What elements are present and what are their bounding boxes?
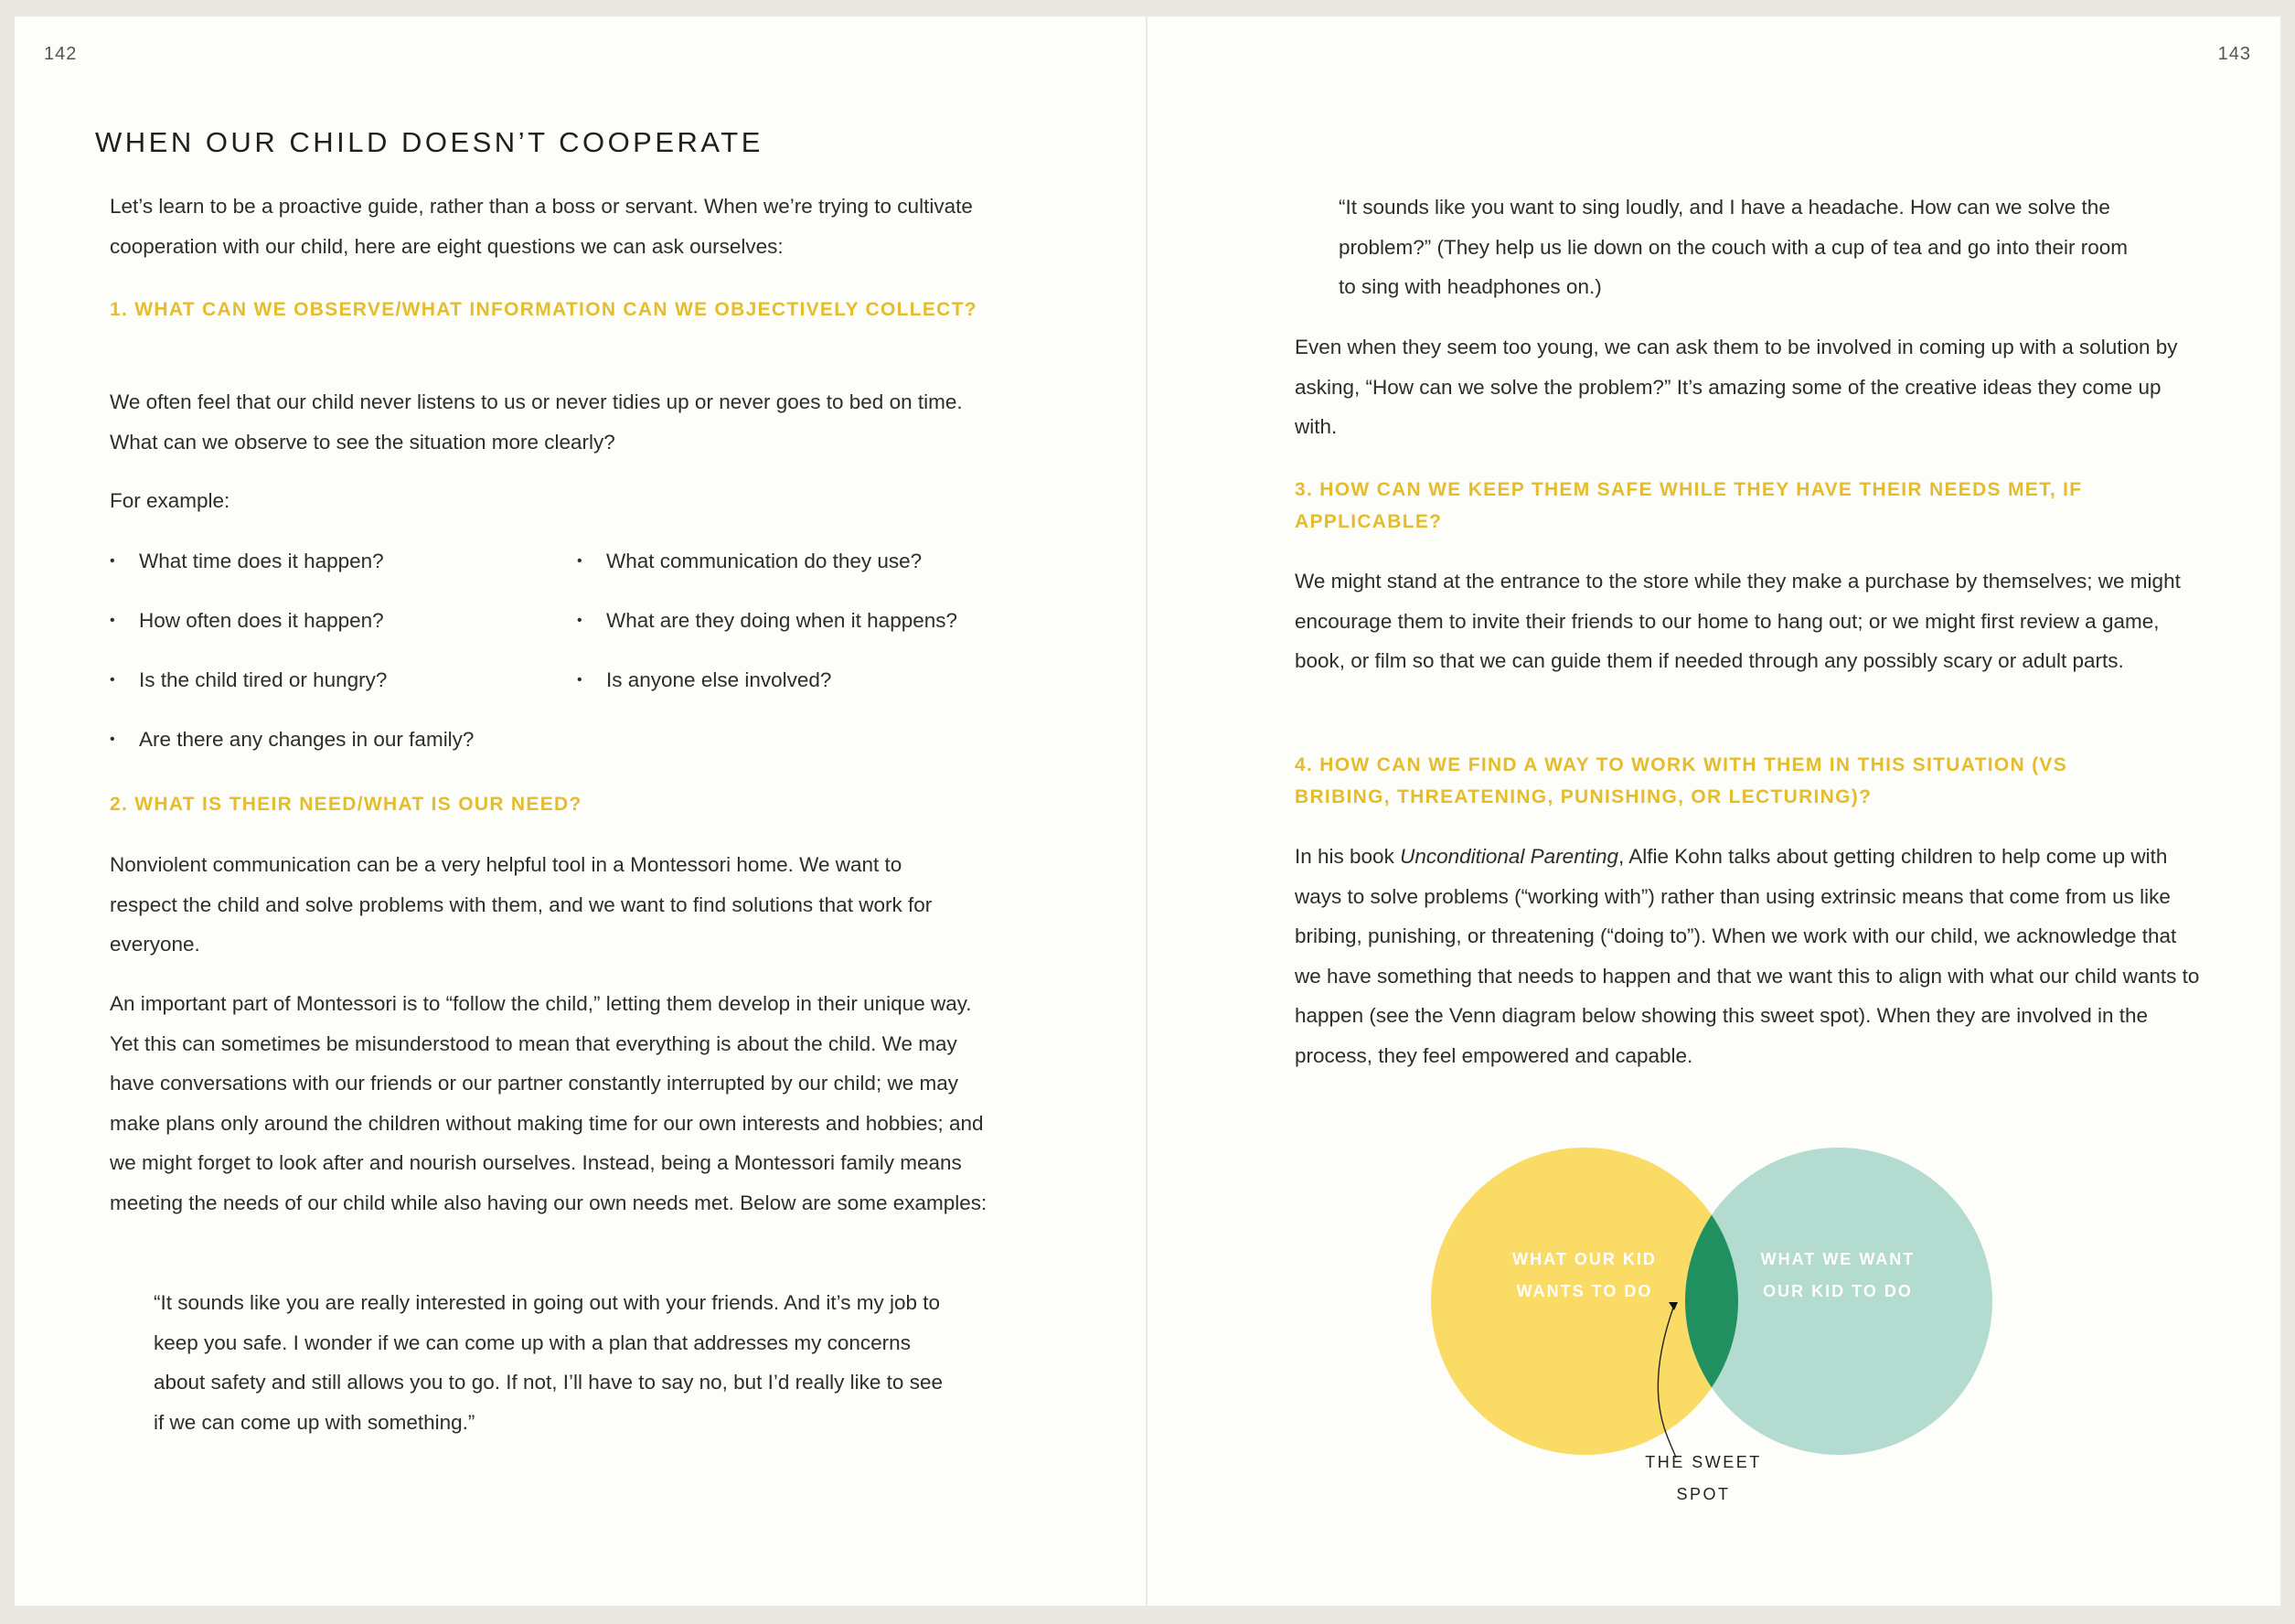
page-number: 142 (44, 44, 78, 64)
bullet-icon: • (110, 672, 115, 688)
page-number: 143 (2217, 44, 2251, 64)
heading-work-with: 4. HOW CAN WE FIND A WAY TO WORK WITH THEM IN THIS SITUATION (VS BRIBING, THREATENING, PUNISHING, OR LECTURING)? (1295, 754, 2068, 807)
quote-headache: “It sounds like you want to sing loudly, and I have a headache. How can we solve the problem?” (They help us lie down on the couch with a cup of tea and go into their room to sing with headphones on.) (1339, 196, 2128, 299)
venn-label-parent: WHAT WE WANT OUR KID TO DO (1760, 1250, 1916, 1300)
list-item: • Is anyone else involved? (606, 667, 831, 694)
heading-need: 2. WHAT IS THEIR NEED/WHAT IS OUR NEED? (110, 794, 582, 815)
bullet-icon: • (577, 672, 582, 688)
nvc-paragraph: Nonviolent communication can be a very helpful tool in a Montessori home. We want to respect the child and solve problems with them, and we want to find solutions that work for everyone. (110, 853, 933, 956)
book-title: Unconditional Parenting (1400, 845, 1618, 868)
follow-child-paragraph: An important part of Montessori is to “follow the child,” letting them develop in their unique way. Yet this can sometimes be misunderstood to mean that everything is about the child. We may have conversations with our friends or our partner constantly interrupted by our child; we may make plans only around the children without making time for our own interests and hobbies; and we might forget to look after and nourish ourselves. Instead, being a Montessori family means meeting the needs of our child while also having our own needs met. Below are some examples: (110, 992, 987, 1214)
list-item: • Are there any changes in our family? (139, 726, 474, 753)
page-title: WHEN OUR CHILD DOESN’T COOPERATE (95, 126, 763, 158)
heading-safe: 3. HOW CAN WE KEEP THEM SAFE WHILE THEY HAVE THEIR NEEDS MET, IF APPLICABLE? (1295, 479, 2083, 532)
venn-diagram (1406, 1132, 2010, 1534)
too-young-paragraph: Even when they seem too young, we can ask them to be involved in coming up with a solution by asking, “How can we solve the problem?” It’s amazing some of the creative ideas they come up with. (1295, 336, 2178, 439)
list-item: • What are they doing when it happens? (606, 607, 957, 635)
for-example-label: For example: (110, 489, 230, 512)
bullet-icon: • (577, 553, 582, 569)
sweet-spot-caption: THE SWEET SPOT (1645, 1453, 1762, 1503)
kohn-paragraph: In his book Unconditional Parenting, Alfie Kohn talks about getting children to help come up with ways to solve problems (“working with”) rather than using extrinsic means that come from us like bribing, punishing, or threatening (“doing to”). When we work with our child, we acknowledge that we have something that needs to happen and that we want this to align with what our child wants to happen (see the Venn diagram below showing this sweet spot). When they are involved in the process, they feel empowered and capable. (1295, 845, 2200, 1067)
intro-paragraph: Let’s learn to be a proactive guide, rather than a boss or servant. When we’re trying to cultivate cooperation with our child, here are eight questions we can ask ourselves: (110, 195, 973, 258)
venn-label-kid: WHAT OUR KID WANTS TO DO (1512, 1250, 1657, 1300)
heading-observe: 1. WHAT CAN WE OBSERVE/WHAT INFORMATION CAN WE OBJECTIVELY COLLECT? (110, 299, 977, 320)
list-item: • What communication do they use? (606, 548, 922, 575)
bullet-icon: • (110, 613, 115, 628)
bullet-icon: • (110, 553, 115, 569)
list-item: • Is the child tired or hungry? (139, 667, 387, 694)
bullet-icon: • (577, 613, 582, 628)
bullet-icon: • (110, 732, 115, 747)
observe-paragraph: We often feel that our child never listens to us or never tidies up or never goes to bed on time. What can we observe to see the situation more clearly? (110, 390, 963, 454)
quote-friends: “It sounds like you are really interested in going out with your friends. And it’s my job to keep you safe. I wonder if we can come up with a plan that addresses my concerns about safety and still allows you to go. If not, I’ll have to say no, but I’d really like to see if we can come up with something.” (154, 1291, 943, 1434)
list-item: • What time does it happen? (139, 548, 384, 575)
safe-paragraph: We might stand at the entrance to the store while they make a purchase by themselves; we might encourage them to invite their friends to our home to hang out; or we might first review a game, book, or film so that we can guide them if needed through any possibly scary or adult parts. (1295, 570, 2181, 673)
list-item: • How often does it happen? (139, 607, 384, 635)
